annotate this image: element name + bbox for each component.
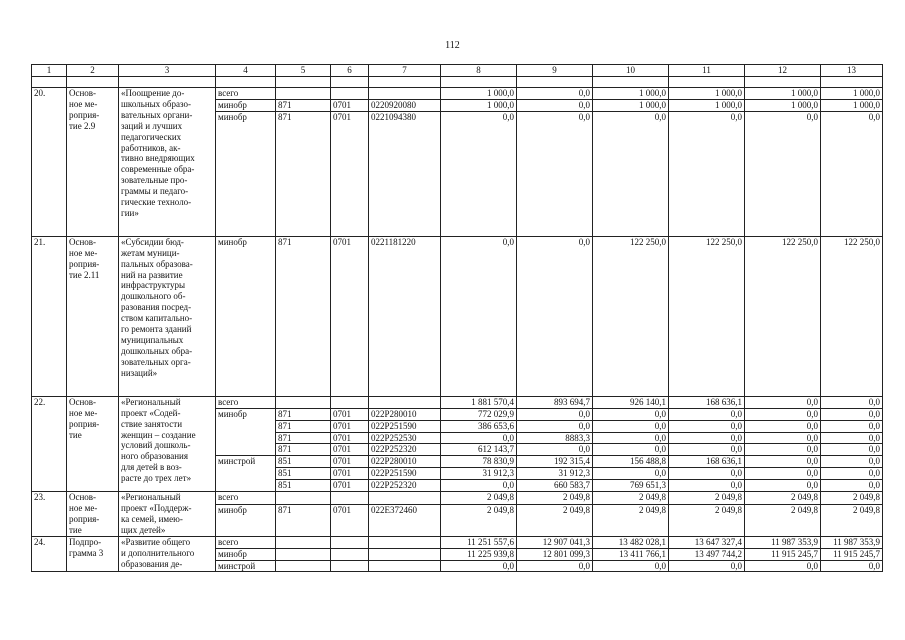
cell-text-line: зовательных орга- <box>121 356 191 367</box>
empty-cell <box>821 77 883 88</box>
cell-text-line: школьных образо- <box>121 98 192 109</box>
header-row <box>32 65 883 77</box>
amount-cell: 0,0 <box>593 420 669 432</box>
budget-section-cell: 0701 <box>331 236 369 396</box>
cell-text-line: гические техноло- <box>121 197 192 208</box>
amount-cell: 8883,3 <box>517 432 593 444</box>
amount-cell: 11 225 939,8 <box>441 548 517 560</box>
executor-cell: минстрой <box>216 560 276 572</box>
cell-text-line: ное ме- <box>69 247 98 258</box>
cell-text-line: педагогических <box>121 131 182 142</box>
amount-cell: 11 987 353,9 <box>821 536 883 548</box>
amount-cell: 0,0 <box>821 456 883 468</box>
cell-text-line: условий дошколь- <box>121 440 191 451</box>
amount-cell: 0,0 <box>593 560 669 572</box>
amount-cell: 13 482 028,1 <box>593 536 669 548</box>
amount-cell: 192 315,4 <box>517 456 593 468</box>
column-header-9: 9 <box>517 65 593 77</box>
amount-cell: 893 694,7 <box>517 396 593 408</box>
amount-cell: 772 029,9 <box>441 408 517 420</box>
column-header-11: 11 <box>669 65 745 77</box>
amount-cell: 612 143,7 <box>441 444 517 456</box>
column-header-13: 13 <box>821 65 883 77</box>
budget-section-cell: 0701 <box>331 420 369 432</box>
budget-grbs-cell: 871 <box>276 111 331 236</box>
cell-text-line: граммы и педаго- <box>121 186 189 197</box>
amount-cell: 0,0 <box>669 111 745 236</box>
budget-section-cell: 0701 <box>331 504 369 536</box>
budget-grbs-cell: 871 <box>276 504 331 536</box>
cell-text-line: разования посред- <box>121 302 192 313</box>
executor-cell: минобр <box>216 504 276 536</box>
column-header-8: 8 <box>441 65 517 77</box>
amount-cell: 1 000,0 <box>441 99 517 111</box>
cell-text-line: проект «Поддерж- <box>121 502 192 513</box>
empty-cell <box>67 77 119 88</box>
column-header-4: 4 <box>216 65 276 77</box>
cell-text-line: «Субсидии бюд- <box>121 236 184 247</box>
cell-text-line: тивно внедряющих <box>121 153 195 164</box>
event-name-cell <box>119 536 216 572</box>
empty-cell <box>331 77 369 88</box>
amount-cell: 0,0 <box>745 432 821 444</box>
event-name-cell <box>119 236 216 396</box>
empty-cell <box>32 77 67 88</box>
amount-cell: 0,0 <box>821 111 883 236</box>
amount-cell: 0,0 <box>745 444 821 456</box>
cell-text-line: пальных образова- <box>121 258 193 269</box>
amount-cell: 0,0 <box>745 396 821 408</box>
budget-section-cell: 0701 <box>331 111 369 236</box>
amount-cell: 0,0 <box>593 444 669 456</box>
amount-cell: 2 049,8 <box>441 504 517 536</box>
cell-text-line: Основ- <box>69 396 97 407</box>
amount-cell: 1 000,0 <box>821 99 883 111</box>
amount-cell: 12 907 041,3 <box>517 536 593 548</box>
amount-cell: 1 000,0 <box>669 99 745 111</box>
empty-cell <box>517 77 593 88</box>
row-number-cell: 23. <box>32 492 67 537</box>
budget-target-cell <box>369 396 441 408</box>
amount-cell: 2 049,8 <box>669 492 745 505</box>
amount-cell: 0,0 <box>441 480 517 492</box>
amount-cell: 660 583,7 <box>517 480 593 492</box>
amount-cell: 0,0 <box>517 420 593 432</box>
cell-text-line: работников, ак- <box>121 142 181 153</box>
cell-text-line: гии» <box>121 207 139 218</box>
budget-target-cell <box>369 560 441 572</box>
amount-cell: 0,0 <box>517 88 593 100</box>
column-header-2: 2 <box>67 65 119 77</box>
executor-cell: минобр <box>216 548 276 560</box>
amount-cell: 0,0 <box>517 236 593 396</box>
amount-cell: 31 912,3 <box>517 468 593 480</box>
budget-grbs-cell <box>276 548 331 560</box>
event-kind-cell <box>67 88 119 237</box>
amount-cell: 31 912,3 <box>441 468 517 480</box>
amount-cell: 2 049,8 <box>669 504 745 536</box>
amount-cell: 1 000,0 <box>669 88 745 100</box>
budget-section-cell <box>331 492 369 505</box>
budget-grbs-cell <box>276 560 331 572</box>
cell-text-line: го ремонта зданий <box>121 324 192 335</box>
budget-grbs-cell: 851 <box>276 456 331 468</box>
cell-text-line: и дополнительного <box>121 547 195 558</box>
empty-cell <box>745 77 821 88</box>
cell-text-line: жетам муници- <box>121 247 180 258</box>
budget-target-cell: 0221181220 <box>369 236 441 396</box>
amount-cell: 386 653,6 <box>441 420 517 432</box>
amount-cell: 0,0 <box>669 468 745 480</box>
cell-text-line: Основ- <box>69 492 97 503</box>
amount-cell: 0,0 <box>821 480 883 492</box>
cell-text-line: низаций» <box>121 367 158 378</box>
amount-cell: 0,0 <box>593 468 669 480</box>
executor-cell: всего <box>216 536 276 548</box>
amount-cell: 0,0 <box>821 432 883 444</box>
amount-cell: 12 801 099,3 <box>517 548 593 560</box>
amount-cell: 0,0 <box>821 420 883 432</box>
amount-cell: 11 915 245,7 <box>821 548 883 560</box>
page-number: 112 <box>445 40 460 51</box>
column-header-5: 5 <box>276 65 331 77</box>
amount-cell: 1 000,0 <box>745 88 821 100</box>
amount-cell: 0,0 <box>821 408 883 420</box>
cell-text-line: женщин – создание <box>121 429 196 440</box>
cell-text-line: щих детей» <box>121 524 166 535</box>
budget-grbs-cell: 871 <box>276 236 331 396</box>
cell-text-line: дошкольных обра- <box>121 345 193 356</box>
empty-cell <box>369 77 441 88</box>
budget-grbs-cell: 871 <box>276 432 331 444</box>
budget-section-cell: 0701 <box>331 99 369 111</box>
budget-section-cell <box>331 536 369 548</box>
cell-text-line: муниципальных <box>121 334 184 345</box>
amount-cell: 0,0 <box>441 111 517 236</box>
empty-cell <box>669 77 745 88</box>
cell-text-line: ное ме- <box>69 98 98 109</box>
cell-text-line: образования де- <box>121 558 183 569</box>
cell-text-line: роприя- <box>69 258 100 269</box>
amount-cell: 0,0 <box>821 560 883 572</box>
cell-text-line: ное ме- <box>69 407 98 418</box>
cell-text-line: вательных органи- <box>121 109 193 120</box>
cell-text-line: роприя- <box>69 513 100 524</box>
cell-text-line: ством капитально- <box>121 313 193 324</box>
amount-cell: 122 250,0 <box>593 236 669 396</box>
cell-text-line: ка семей, имею- <box>121 513 183 524</box>
budget-section-cell: 0701 <box>331 480 369 492</box>
budget-target-cell: 022P252320 <box>369 480 441 492</box>
cell-text-line: инфраструктуры <box>121 280 185 291</box>
amount-cell: 2 049,8 <box>821 492 883 505</box>
executor-cell: минобр <box>216 99 276 111</box>
budget-target-cell: 022E372460 <box>369 504 441 536</box>
executor-cell: всего <box>216 492 276 505</box>
budget-target-cell <box>369 536 441 548</box>
row-number-cell: 21. <box>32 236 67 396</box>
budget-grbs-cell: 871 <box>276 420 331 432</box>
cell-text-line: «Развитие общего <box>121 536 191 547</box>
amount-cell: 0,0 <box>517 560 593 572</box>
cell-text-line: Основ- <box>69 236 97 247</box>
amount-cell: 2 049,8 <box>745 504 821 536</box>
budget-target-cell: 022P280010 <box>369 408 441 420</box>
budget-section-cell <box>331 396 369 408</box>
budget-grbs-cell: 851 <box>276 468 331 480</box>
amount-cell: 0,0 <box>593 111 669 236</box>
cell-text-line: ствие занятости <box>121 418 183 429</box>
amount-cell: 78 830,9 <box>441 456 517 468</box>
event-kind-cell <box>67 396 119 491</box>
amount-cell: 0,0 <box>745 408 821 420</box>
column-header-10: 10 <box>593 65 669 77</box>
amount-cell: 1 881 570,4 <box>441 396 517 408</box>
empty-cell <box>593 77 669 88</box>
cell-text-line: тие 2.11 <box>69 269 100 280</box>
amount-cell: 11 915 245,7 <box>745 548 821 560</box>
amount-cell: 1 000,0 <box>593 99 669 111</box>
amount-cell: 0,0 <box>669 420 745 432</box>
amount-cell: 0,0 <box>517 408 593 420</box>
amount-cell: 0,0 <box>669 560 745 572</box>
spacer-row <box>32 77 883 88</box>
cell-text-line: заций и лучших <box>121 120 183 131</box>
amount-cell: 0,0 <box>669 432 745 444</box>
amount-cell: 0,0 <box>441 432 517 444</box>
amount-cell: 0,0 <box>821 444 883 456</box>
executor-cell: всего <box>216 396 276 408</box>
budget-grbs-cell <box>276 536 331 548</box>
cell-text-line: современные обра- <box>121 164 195 175</box>
cell-text-line: Основ- <box>69 88 97 98</box>
table-row <box>32 396 883 408</box>
amount-cell: 0,0 <box>517 111 593 236</box>
cell-text-line: расте до трех лет» <box>121 473 192 484</box>
amount-cell: 0,0 <box>745 480 821 492</box>
budget-section-cell: 0701 <box>331 456 369 468</box>
event-name-cell <box>119 88 216 237</box>
budget-table <box>31 64 883 572</box>
cell-text-line: ное ме- <box>69 502 98 513</box>
cell-text-line: проект «Содей- <box>121 407 181 418</box>
amount-cell: 2 049,8 <box>745 492 821 505</box>
table-row <box>32 536 883 548</box>
amount-cell: 0,0 <box>745 420 821 432</box>
budget-target-cell <box>369 548 441 560</box>
column-header-12: 12 <box>745 65 821 77</box>
amount-cell: 0,0 <box>441 236 517 396</box>
budget-grbs-cell: 871 <box>276 408 331 420</box>
amount-cell: 0,0 <box>593 408 669 420</box>
cell-text-line: тие <box>69 429 82 440</box>
amount-cell: 11 251 557,6 <box>441 536 517 548</box>
cell-text-line: «Поощрение до- <box>121 88 185 98</box>
table-row <box>32 88 883 100</box>
budget-grbs-cell: 871 <box>276 444 331 456</box>
executor-cell: минобр <box>216 111 276 236</box>
budget-section-cell: 0701 <box>331 444 369 456</box>
amount-cell: 0,0 <box>669 444 745 456</box>
budget-target-cell <box>369 88 441 100</box>
budget-target-cell: 022P252320 <box>369 444 441 456</box>
executor-cell: минстрой <box>216 456 276 492</box>
amount-cell: 769 651,3 <box>593 480 669 492</box>
executor-cell: минобр <box>216 236 276 396</box>
column-header-6: 6 <box>331 65 369 77</box>
amount-cell: 0,0 <box>745 456 821 468</box>
column-header-1: 1 <box>32 65 67 77</box>
amount-cell: 1 000,0 <box>441 88 517 100</box>
cell-text-line: зовательные про- <box>121 175 188 186</box>
event-kind-cell <box>67 236 119 396</box>
budget-section-cell <box>331 560 369 572</box>
amount-cell: 13 647 327,4 <box>669 536 745 548</box>
event-kind-cell <box>67 492 119 537</box>
budget-target-cell: 022P251590 <box>369 468 441 480</box>
amount-cell: 2 049,8 <box>517 504 593 536</box>
amount-cell: 1 000,0 <box>821 88 883 100</box>
amount-cell: 168 636,1 <box>669 396 745 408</box>
amount-cell: 122 250,0 <box>821 236 883 396</box>
amount-cell: 0,0 <box>745 111 821 236</box>
budget-target-cell: 022P251590 <box>369 420 441 432</box>
empty-cell <box>276 77 331 88</box>
budget-target-cell: 022P252530 <box>369 432 441 444</box>
cell-text-line: роприя- <box>69 418 100 429</box>
budget-section-cell: 0701 <box>331 468 369 480</box>
table-row <box>32 236 883 396</box>
budget-grbs-cell: 851 <box>276 480 331 492</box>
amount-cell: 926 140,1 <box>593 396 669 408</box>
cell-text-line: тие 2.9 <box>69 120 96 131</box>
cell-text-line: тие <box>69 524 82 535</box>
amount-cell: 0,0 <box>669 480 745 492</box>
budget-section-cell <box>331 88 369 100</box>
budget-grbs-cell <box>276 88 331 100</box>
amount-cell: 0,0 <box>821 396 883 408</box>
amount-cell: 0,0 <box>593 432 669 444</box>
amount-cell: 0,0 <box>745 468 821 480</box>
empty-cell <box>216 77 276 88</box>
amount-cell: 156 488,8 <box>593 456 669 468</box>
amount-cell: 2 049,8 <box>593 492 669 505</box>
amount-cell: 2 049,8 <box>517 492 593 505</box>
budget-section-cell: 0701 <box>331 432 369 444</box>
empty-cell <box>441 77 517 88</box>
cell-text-line: грамма 3 <box>69 547 104 558</box>
cell-text-line: ного образования <box>121 451 189 462</box>
budget-target-cell: 022P280010 <box>369 456 441 468</box>
budget-grbs-cell <box>276 396 331 408</box>
budget-section-cell: 0701 <box>331 408 369 420</box>
cell-text-line: «Региональный <box>121 492 181 503</box>
amount-cell: 122 250,0 <box>745 236 821 396</box>
budget-target-cell <box>369 492 441 505</box>
amount-cell: 0,0 <box>669 408 745 420</box>
amount-cell: 11 987 353,9 <box>745 536 821 548</box>
budget-grbs-cell: 871 <box>276 99 331 111</box>
empty-cell <box>119 77 216 88</box>
cell-text-line: дошкольного об- <box>121 291 186 302</box>
amount-cell: 168 636,1 <box>669 456 745 468</box>
table-row <box>32 492 883 505</box>
budget-target-cell: 0221094380 <box>369 111 441 236</box>
cell-text-line: роприя- <box>69 109 100 120</box>
row-number-cell: 20. <box>32 88 67 237</box>
amount-cell: 1 000,0 <box>745 99 821 111</box>
cell-text-line: ний на развитие <box>121 269 183 280</box>
amount-cell: 0,0 <box>441 560 517 572</box>
amount-cell: 2 049,8 <box>441 492 517 505</box>
row-number-cell: 24. <box>32 536 67 572</box>
amount-cell: 13 497 744,2 <box>669 548 745 560</box>
budget-section-cell <box>331 548 369 560</box>
cell-text-line: Подпро- <box>69 536 102 547</box>
cell-text-line: «Региональный <box>121 396 181 407</box>
column-header-7: 7 <box>369 65 441 77</box>
executor-cell: всего <box>216 88 276 100</box>
amount-cell: 2 049,8 <box>821 504 883 536</box>
amount-cell: 0,0 <box>517 444 593 456</box>
event-kind-cell <box>67 536 119 572</box>
budget-grbs-cell <box>276 492 331 505</box>
amount-cell: 122 250,0 <box>669 236 745 396</box>
budget-target-cell: 0220920080 <box>369 99 441 111</box>
amount-cell: 2 049,8 <box>593 504 669 536</box>
amount-cell: 0,0 <box>517 99 593 111</box>
amount-cell: 0,0 <box>745 560 821 572</box>
amount-cell: 1 000,0 <box>593 88 669 100</box>
row-number-cell: 22. <box>32 396 67 491</box>
event-name-cell <box>119 396 216 491</box>
event-name-cell <box>119 492 216 537</box>
column-header-3: 3 <box>119 65 216 77</box>
amount-cell: 0,0 <box>821 468 883 480</box>
amount-cell: 13 411 766,1 <box>593 548 669 560</box>
executor-cell: минобр <box>216 408 276 456</box>
cell-text-line: для детей в воз- <box>121 462 182 473</box>
